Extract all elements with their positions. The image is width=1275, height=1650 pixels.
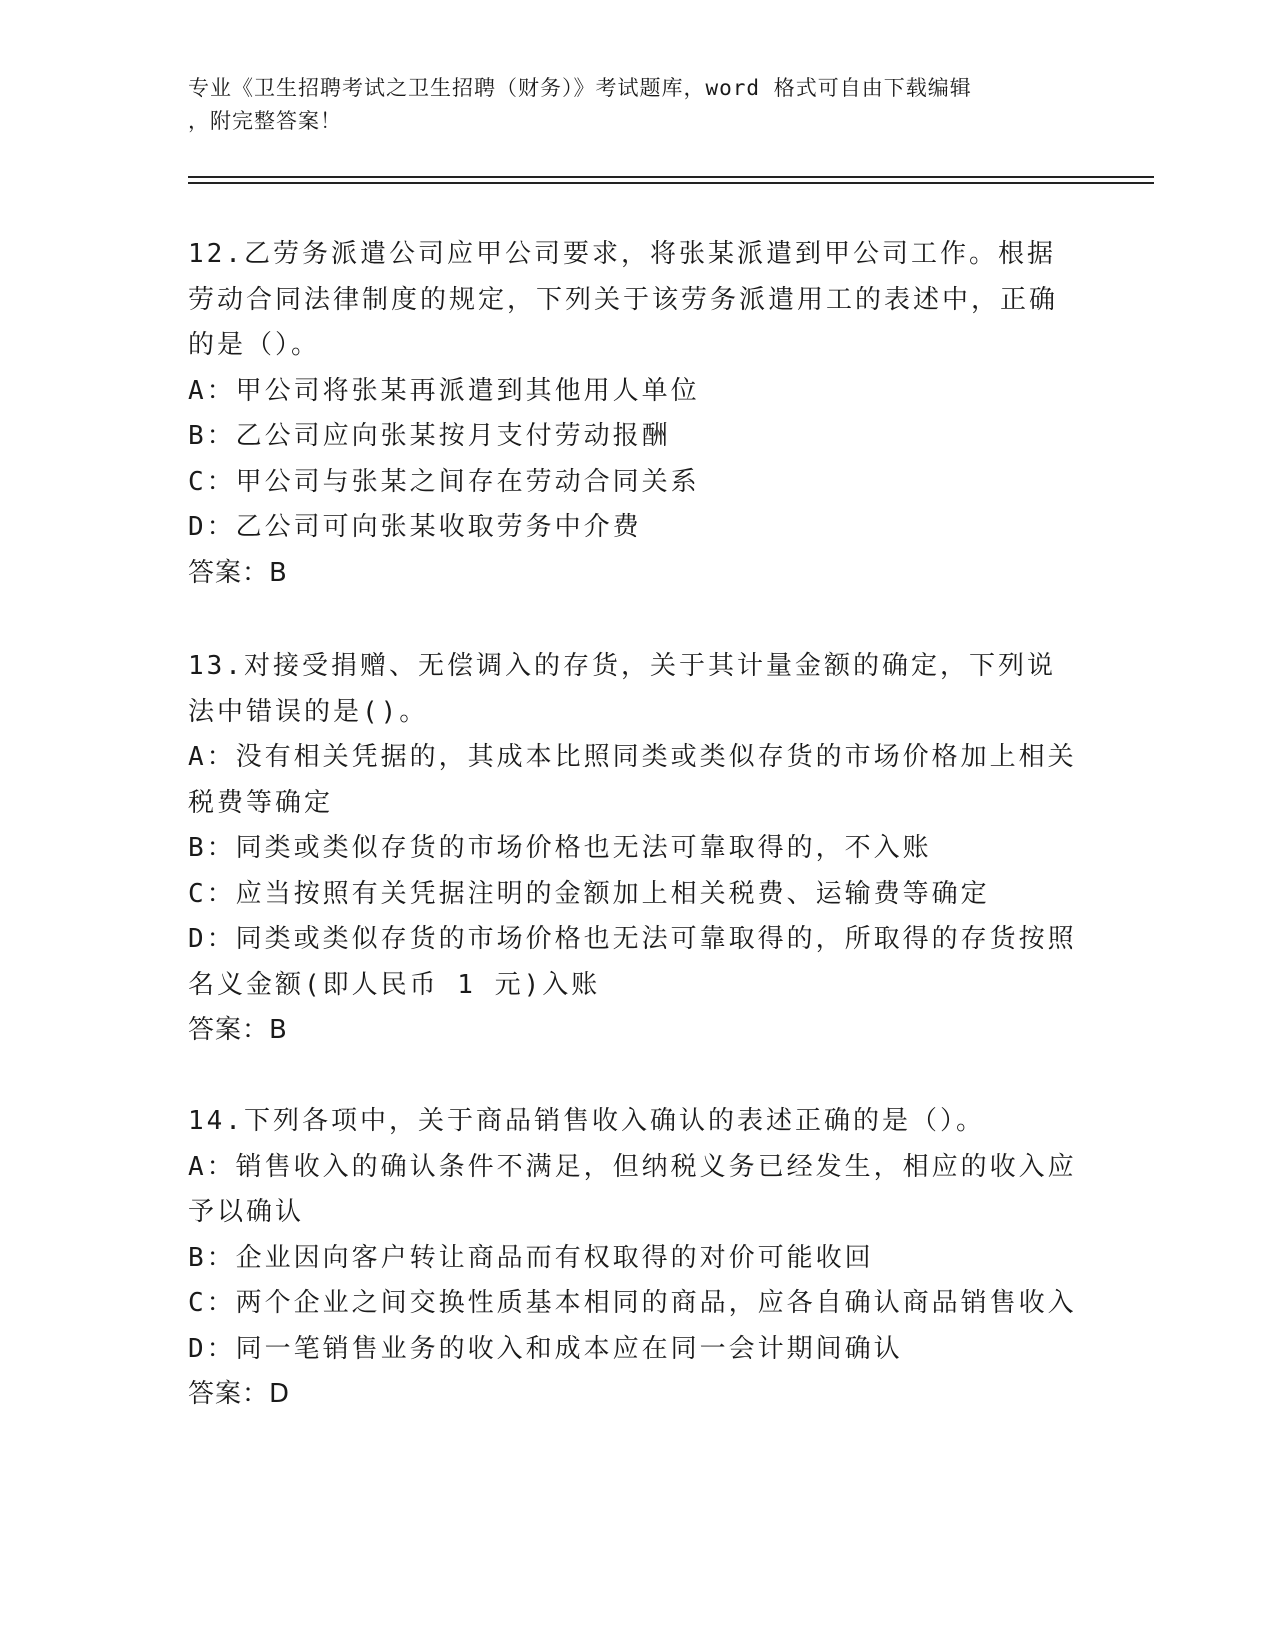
option-b: B：乙公司应向张某按月支付劳动报酬 <box>188 421 671 451</box>
question-12 <box>188 232 1078 596</box>
question-stem: 14.下列各项中，关于商品销售收入确认的表述正确的是（）。 <box>188 1106 985 1136</box>
option-d: D：同类或类似存货的市场价格也无法可靠取得的，所取得的存货按照名义金额(即人民币 1 元)入账 <box>188 924 1077 1000</box>
question-14 <box>188 1099 1078 1418</box>
option-a: A：销售收入的确认条件不满足，但纳税义务已经发生，相应的收入应予以确认 <box>188 1151 1077 1227</box>
option-b: B：同类或类似存货的市场价格也无法可靠取得的，不入账 <box>188 833 932 863</box>
option-b: B：企业因向客户转让商品而有权取得的对价可能收回 <box>188 1242 874 1273</box>
answer-line: 答案：B <box>188 557 288 588</box>
header-line-1: 专业《卫生招聘考试之卫生招聘（财务）》考试题库，word 格式可自由下载编辑 <box>188 76 972 100</box>
option-a: A：甲公司将张某再派遣到其他用人单位 <box>188 375 700 406</box>
option-d: D：乙公司可向张某收取劳务中介费 <box>188 512 642 542</box>
header-divider-bottom <box>188 182 1154 184</box>
option-a: A：没有相关凭据的，其成本比照同类或类似存货的市场价格加上相关税费等确定 <box>188 742 1077 818</box>
option-d: D：同一笔销售业务的收入和成本应在同一会计期间确认 <box>188 1333 903 1364</box>
question-stem: 12.乙劳务派遣公司应甲公司要求，将张某派遣到甲公司工作。根据劳动合同法律制度的规定，下列关于该劳务派遣用工的表述中，正确的是（）。 <box>188 239 1059 360</box>
header-line-2: ，附完整答案！ <box>188 109 342 133</box>
option-c: C：甲公司与张某之间存在劳动合同关系 <box>188 466 700 497</box>
option-c: C：两个企业之间交换性质基本相同的商品，应各自确认商品销售收入 <box>188 1288 1077 1318</box>
document-header <box>188 72 1068 138</box>
question-stem: 13.对接受捐赠、无偿调入的存货，关于其计量金额的确定，下列说法中错误的是()。 <box>188 651 1056 727</box>
option-c: C：应当按照有关凭据注明的金额加上相关税费、运输费等确定 <box>188 878 990 909</box>
answer-line: 答案：B <box>188 1015 288 1045</box>
answer-line: 答案：D <box>188 1379 291 1409</box>
header-divider-top <box>188 176 1154 178</box>
question-13 <box>188 644 1078 1054</box>
